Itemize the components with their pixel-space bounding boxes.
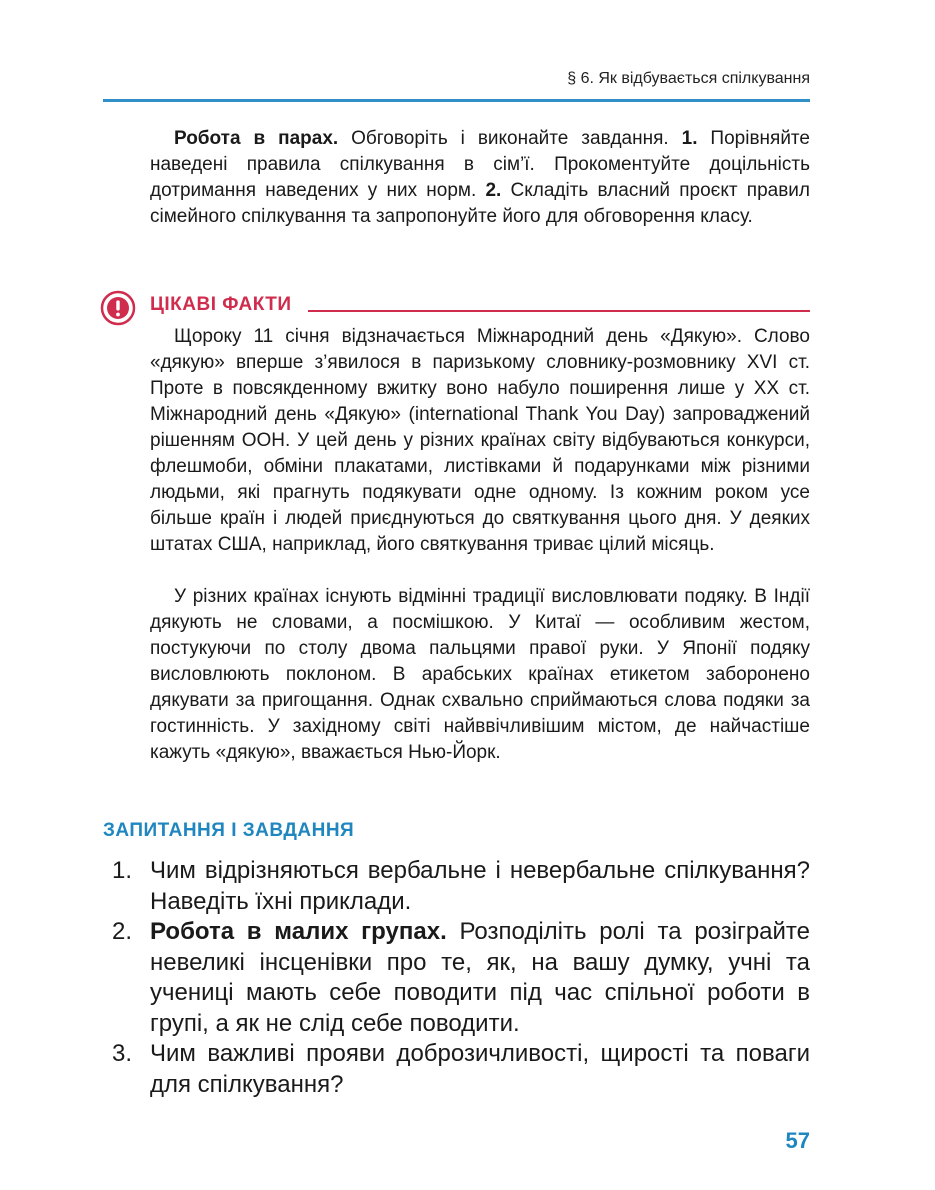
question-number: 1. xyxy=(112,857,133,884)
running-header: § 6. Як відбувається спілкування xyxy=(567,70,810,87)
pair-work-number-1: 1. xyxy=(681,128,698,149)
exclamation-circle-icon xyxy=(100,290,136,326)
pair-work-task-1: Порівняйте наведені правила спілкування в сім’ї. Прокоментуйте доцільність дотримання наведених у них норм. xyxy=(150,128,810,201)
pair-work-number-2: 2. xyxy=(485,180,502,201)
question-item xyxy=(112,1039,810,1100)
page-number: 57 xyxy=(785,1128,810,1153)
question-item xyxy=(112,917,810,1039)
question-text: Чим відрізняються вербальне і невербальне спілкування? Наведіть їхні приклади. xyxy=(150,857,810,915)
facts-rule xyxy=(308,310,810,312)
pair-work-paragraph xyxy=(150,126,810,230)
question-text: Розподіліть ролі та розіграйте невеликі інсценівки про те, як, на вашу думку, учні та учениці мають себе поводити під час спільної роботи в групі, а як не слід себе поводити. xyxy=(150,918,810,1037)
facts-paragraph-2: У різних країнах існують відмінні традиції висловлювати подяку. В Індії дякують не словами, а посмішкою. У Китаї — особливим жестом, постукуючи по столу двома пальцями правої руки. У Японії подяку висловлюють поклоном. В арабських країнах етикетом заборонено дякувати за пригощання. Однак схвально сприймаються слова подяки за гостинність. У західному світі найввічливішим містом, де найчастіше кажуть «дякую», вважається Нью-Йорк. xyxy=(150,586,810,763)
facts-heading xyxy=(100,288,810,328)
header-rule xyxy=(103,99,810,102)
pair-work-intro: Обговоріть і виконайте завдання. xyxy=(338,128,682,149)
question-lead: Робота в малих групах. xyxy=(150,918,447,945)
facts-title: ЦІКАВІ ФАКТИ xyxy=(150,294,292,315)
facts-paragraph-1: Щороку 11 січня відзначається Міжнародний день «Дякую». Слово «дякую» вперше з’явилося в паризькому словнику-розмовнику XVI ст. Проте в повсякденному вжитку воно набуло поширення лише у XX ст. Міжнародний день «Дякую» (international Thank You Day) запроваджений рішенням ООН. У цей день у різних країнах світу відбуваються конкурси, флешмоби, обміни плакатами, листівками й подарунками між різними людьми, які прагнуть подякувати одне одному. Із кожним роком усе більше країн і людей приєднуються до святкування цього дня. У деяких штатах США, наприклад, його святкування триває цілий місяць. xyxy=(150,326,810,555)
questions-list xyxy=(112,856,810,1100)
pair-work-lead: Робота в парах. xyxy=(174,128,339,149)
pair-work-task-2: Складіть власний проєкт правил сімейного спілкування та запропонуйте його для обговорення класу. xyxy=(150,180,811,227)
question-item xyxy=(112,856,810,917)
questions-title: ЗАПИТАННЯ І ЗАВДАННЯ xyxy=(103,820,355,841)
question-text: Чим важливі прояви доброзичливості, щирості та поваги для спілкування? xyxy=(150,1040,810,1098)
question-number: 3. xyxy=(112,1040,133,1067)
question-number: 2. xyxy=(112,918,133,945)
